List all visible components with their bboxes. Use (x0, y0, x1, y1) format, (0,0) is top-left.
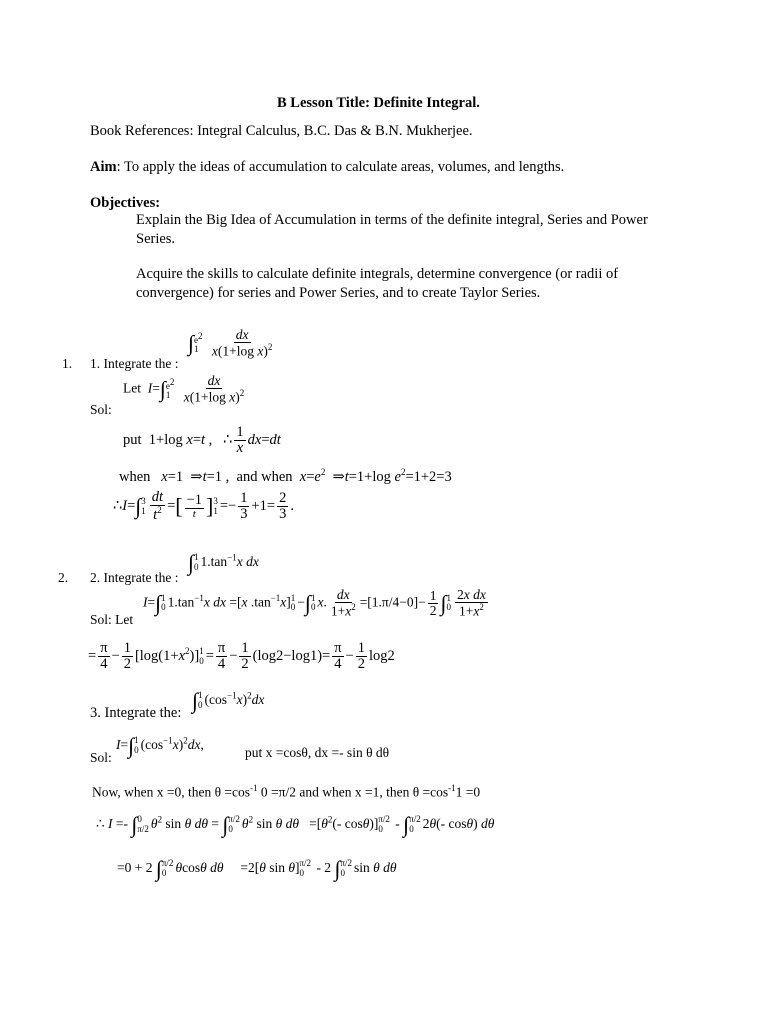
problem-3-sol-label: Sol: (90, 750, 112, 765)
problem-2-integral: ∫ 1 0 $1.\tan^{-1}x$ dx (188, 550, 259, 575)
aim-label: Aim (90, 159, 117, 175)
aim-line (90, 159, 564, 176)
and-when-word: and when (236, 468, 293, 485)
lesson-title: B Lesson Title: Definite Integral. (277, 95, 480, 111)
objective-2-cont: convergence) for series and Power Series, and to create Taylor Series. (136, 285, 541, 301)
objective-2: Acquire the skills to calculate definite integrals, determine convergence (or radii of (136, 266, 619, 282)
put-word: put (123, 432, 142, 449)
objective-1: Explain the Big Idea of Accumulation in terms of the definite integral, Series and Power (136, 212, 648, 228)
problem-2-step-1: I=∫ 1 0 $1.\tan^{-1}x$ dx =[x $.\tan^{-1}x$] 1 0 −∫ 1 0 x. $\frac{dx}{1+x^2}$ =[1.π/4−0]− $\frac{1}{2}$ ∫ 1 0 $\frac{\text{2x dx}}{1+x^2}$ (143, 587, 486, 619)
objectives-label: Objectives: (90, 195, 161, 211)
problem-3-let: I=∫ 1 0 $(\cos^{-1}x)^2dx$, (116, 733, 204, 758)
objective-1-cont: Series. (136, 231, 176, 247)
now-text-3: 1 =0 (455, 784, 481, 800)
problem-1-sol-label: Sol: (90, 402, 112, 417)
when-word: when (119, 468, 151, 485)
problem-3-limits: Now, when x =0, then $\theta =\cos^{-1}$ 0 =π/2 and when x =1, then $\theta =\cos^{-1}1 =0$ (92, 783, 481, 800)
now-text-2: 0 =π/2 and when x =1, then θ =cos (260, 784, 449, 800)
problem-1-prompt: 1. Integrate the : (90, 356, 179, 371)
problem-1-number: 1. (62, 356, 73, 371)
problem-1-substitution: put 1+log x=t , ∴ $\frac{1}{x}$ dx=dt (123, 424, 281, 457)
problem-2-step-2: = $\frac{\pi}{4}$ − $\frac{1}{2}$ $[\log(1+x^2)]$ 1 0 = $\frac{\pi}{4}$ − $\frac{1}{2}$ (log2−log1)= $\frac{\pi}{4}$ − $\frac{1}{2}$ log2 (88, 640, 395, 673)
problem-3-step-1: ∴ I =- ∫ 0 π/2 $\theta^2$ sin θ dθ = ∫ π/2 0 $\theta^2$ sin θ $d\theta =[\theta^2(-$ cosθ)] π/2 0 - ∫ π/2 0 2θ(- cosθ) dθ (96, 812, 495, 837)
problem-1-let-line: Let I=∫ $e^2$ 1 $\frac{dx}{x(1+\log x)^2}$ (123, 373, 245, 405)
problem-1-limits: when x=1 ⇒t=1 , and when $x=e^2$ ⇒t=1+log $e^2=1+2=3$ (119, 467, 452, 485)
let-word: Let (123, 380, 141, 396)
problem-3-prompt: 3. Integrate the: (90, 705, 182, 721)
book-references: Book References: Integral Calculus, B.C. Das & B.N. Mukherjee. (90, 123, 473, 139)
now-text: Now, when x =0, then θ =cos (92, 784, 251, 800)
problem-1-integral: ∫ $e^2$ 1 $\frac{dx}{x(1+\log x)^2}$ (188, 327, 273, 359)
problem-2-prompt: 2. Integrate the : (90, 570, 179, 585)
problem-3-integral: ∫ 1 0 $(\cos^{-1}x)^2dx$ (192, 688, 265, 713)
problem-3-step-2: =0 + 2 ∫ π/2 0 θcosθ dθ =2[θ sin θ] π/2 0 - 2 ∫ π/2 0 sin θ dθ (117, 856, 397, 881)
problem-1-result: ∴I=∫ 3 1 $\frac{dt}{t^2}$ =[ $\frac{-1}{t}$ ] 3 1 =− $\frac{1}{3}$ +1= $\frac{2}{3}$ . (113, 489, 294, 524)
problem-3-substitution: put x =cosθ, dx =- sin θ dθ (245, 745, 390, 760)
problem-2-number: 2. (58, 570, 69, 585)
aim-text: : To apply the ideas of accumulation to calculate areas, volumes, and lengths. (116, 159, 565, 175)
problem-2-sol-label: Sol: Let (90, 612, 134, 627)
